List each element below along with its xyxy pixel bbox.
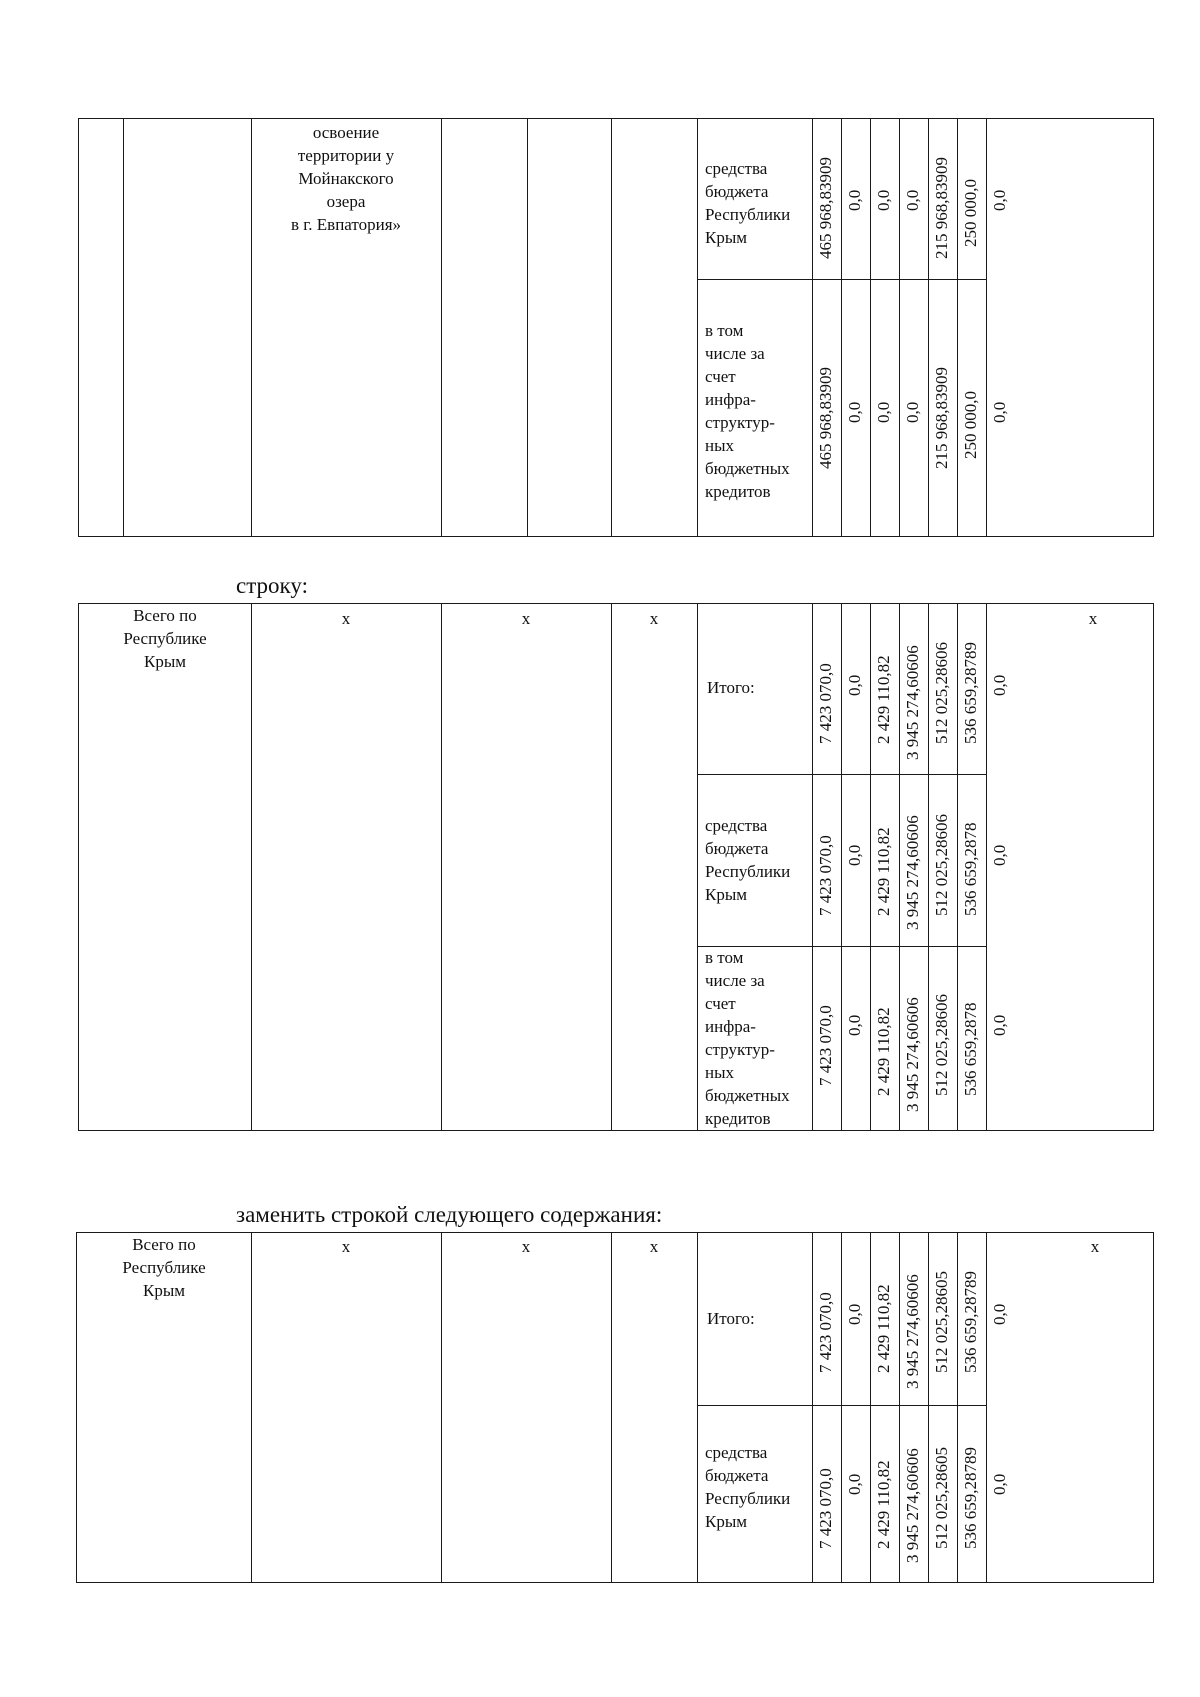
value-total: 465 968,83909 [816, 367, 835, 469]
source-line: структур- [705, 413, 775, 432]
value-year: 2 429 110,82 [874, 827, 893, 916]
value-year: 0,0 [845, 1303, 864, 1325]
label-stroku: строку: [236, 573, 308, 598]
x-mark: х [649, 609, 659, 628]
description-line: территории у [297, 146, 395, 165]
source-line: числе за [705, 344, 765, 363]
value-year: 3 945 274,60606 [903, 1448, 922, 1563]
table-2-col-line [251, 604, 252, 1130]
source-line: Крым [705, 885, 748, 904]
value-year: 0,0 [990, 401, 1009, 423]
funding-source-label [705, 319, 790, 503]
source-line: бюджета [705, 182, 769, 201]
table-1-col-line [899, 119, 900, 536]
table-2-col-line [841, 604, 842, 1130]
table-1-col-line [611, 119, 612, 536]
table-1-col-line [870, 119, 871, 536]
label-replace: заменить строкой следующего содержания: [236, 1202, 663, 1227]
source-line: Крым [705, 228, 748, 247]
value-year: 536 659,28789 [961, 642, 980, 744]
x-mark: х [1088, 609, 1098, 628]
table-2-col-line [899, 604, 900, 1130]
value-year: 0,0 [845, 189, 864, 211]
table-3-col-line [899, 1233, 900, 1582]
table-3-row-line [697, 1405, 986, 1406]
value-year: 2 429 110,82 [874, 1460, 893, 1549]
region-line: Республике [123, 629, 207, 648]
funding-source-label [705, 946, 790, 1130]
table-2-col-line [870, 604, 871, 1130]
x-mark: х [521, 609, 531, 628]
value-total: 465 968,83909 [816, 157, 835, 259]
description-line: Мойнакского [298, 169, 394, 188]
source-line: бюджетных [705, 1086, 790, 1105]
table-1-col-line [812, 119, 813, 536]
region-line: Крым [143, 652, 187, 671]
value-year: 512 025,28605 [932, 1271, 951, 1373]
table-3 [76, 1232, 1154, 1583]
value-total: 7 423 070,0 [816, 1292, 835, 1373]
funding-source-label [707, 1307, 755, 1330]
funding-source-label [705, 157, 790, 249]
source-line: бюджета [705, 839, 769, 858]
table-2-col-line [697, 604, 698, 1130]
source-line: структур- [705, 1040, 775, 1059]
source-line: счет [705, 367, 736, 386]
source-line: средства [705, 159, 768, 178]
value-year: 0,0 [845, 401, 864, 423]
source-line: инфра- [705, 390, 756, 409]
table-1-col-line [928, 119, 929, 536]
table-3-col-line [441, 1233, 442, 1582]
value-year: 0,0 [903, 189, 922, 211]
value-year: 3 945 274,60606 [903, 645, 922, 760]
source-line: ных [705, 436, 735, 455]
x-mark: х [1090, 1237, 1100, 1256]
description-line: озера [326, 192, 366, 211]
value-year: 0,0 [845, 1014, 864, 1036]
source-line: бюджета [705, 1466, 769, 1485]
table-3-col-line [870, 1233, 871, 1582]
value-year: 536 659,2878 [961, 1002, 980, 1096]
x-mark: х [521, 1237, 531, 1256]
table-1-col-line [527, 119, 528, 536]
value-year: 0,0 [845, 674, 864, 696]
table-2 [78, 603, 1154, 1131]
value-year: 3 945 274,60606 [903, 1274, 922, 1389]
table-3-col-line [611, 1233, 612, 1582]
table-1-col-line [957, 119, 958, 536]
value-year: 512 025,28605 [932, 1447, 951, 1549]
description-line: в г. Евпатория» [290, 215, 402, 234]
table-2-row-line [697, 774, 986, 775]
funding-source-label [707, 676, 755, 699]
source-line: кредитов [705, 1109, 771, 1128]
source-line: Итого: [707, 678, 755, 697]
funding-source-label [705, 814, 790, 906]
source-line: Республики [705, 862, 791, 881]
source-line: счет [705, 994, 736, 1013]
value-year: 2 429 110,82 [874, 655, 893, 744]
value-year: 3 945 274,60606 [903, 815, 922, 930]
table-1-col-line [441, 119, 442, 536]
region-name [77, 1233, 251, 1302]
table-2-col-line [957, 604, 958, 1130]
table-3-col-line [957, 1233, 958, 1582]
value-year: 0,0 [990, 1473, 1009, 1495]
value-year: 0,0 [874, 401, 893, 423]
value-year: 250 000,0 [961, 391, 980, 459]
table-1-col-line [986, 119, 987, 536]
table-3-col-line [986, 1233, 987, 1582]
table-2-col-line [441, 604, 442, 1130]
table-1-col-line [841, 119, 842, 536]
project-description [251, 121, 441, 236]
value-total: 7 423 070,0 [816, 1468, 835, 1549]
source-line: Крым [705, 1512, 748, 1531]
source-line: средства [705, 816, 768, 835]
table-3-col-line [697, 1233, 698, 1582]
value-year: 0,0 [874, 189, 893, 211]
region-line: Республике [122, 1258, 206, 1277]
value-year: 0,0 [990, 844, 1009, 866]
value-total: 7 423 070,0 [816, 1005, 835, 1086]
region-line: Всего по [133, 606, 197, 625]
value-year: 512 025,28606 [932, 814, 951, 916]
value-year: 0,0 [990, 1303, 1009, 1325]
value-year: 2 429 110,82 [874, 1284, 893, 1373]
region-line: Крым [142, 1281, 186, 1300]
source-line: бюджетных [705, 459, 790, 478]
table-3-col-line [251, 1233, 252, 1582]
value-year: 0,0 [903, 401, 922, 423]
value-year: 0,0 [845, 844, 864, 866]
source-line: средства [705, 1443, 768, 1462]
value-year: 536 659,28789 [961, 1447, 980, 1549]
value-year: 512 025,28606 [932, 642, 951, 744]
table-1 [78, 118, 1154, 537]
value-year: 215 968,83909 [932, 367, 951, 469]
description-line: освоение [312, 123, 380, 142]
region-line: Всего по [132, 1235, 196, 1254]
region-name [79, 604, 251, 673]
x-mark: х [649, 1237, 659, 1256]
value-total: 7 423 070,0 [816, 835, 835, 916]
value-year: 0,0 [990, 1014, 1009, 1036]
source-line: кредитов [705, 482, 771, 501]
value-year: 3 945 274,60606 [903, 997, 922, 1112]
source-line: инфра- [705, 1017, 756, 1036]
x-mark: х [341, 1237, 351, 1256]
value-year: 2 429 110,82 [874, 1007, 893, 1096]
source-line: Республики [705, 1489, 791, 1508]
table-2-col-line [986, 604, 987, 1130]
value-year: 0,0 [990, 189, 1009, 211]
value-year: 536 659,28789 [961, 1271, 980, 1373]
source-line: в том [705, 948, 744, 967]
source-line: Республики [705, 205, 791, 224]
table-1-col-line [123, 119, 124, 536]
table-3-col-line [841, 1233, 842, 1582]
source-line: в том [705, 321, 744, 340]
table-1-row-line [697, 279, 986, 280]
table-1-col-line [697, 119, 698, 536]
value-total: 7 423 070,0 [816, 663, 835, 744]
table-2-col-line [928, 604, 929, 1130]
source-line: Итого: [707, 1309, 755, 1328]
value-year: 0,0 [845, 1473, 864, 1495]
value-year: 512 025,28606 [932, 994, 951, 1096]
table-3-col-line [812, 1233, 813, 1582]
table-3-col-line [928, 1233, 929, 1582]
funding-source-label [705, 1441, 790, 1533]
source-line: ных [705, 1063, 735, 1082]
source-line: числе за [705, 971, 765, 990]
x-mark: х [341, 609, 351, 628]
table-2-col-line [611, 604, 612, 1130]
value-year: 536 659,2878 [961, 822, 980, 916]
value-year: 215 968,83909 [932, 157, 951, 259]
value-year: 250 000,0 [961, 179, 980, 247]
value-year: 0,0 [990, 674, 1009, 696]
table-2-col-line [812, 604, 813, 1130]
